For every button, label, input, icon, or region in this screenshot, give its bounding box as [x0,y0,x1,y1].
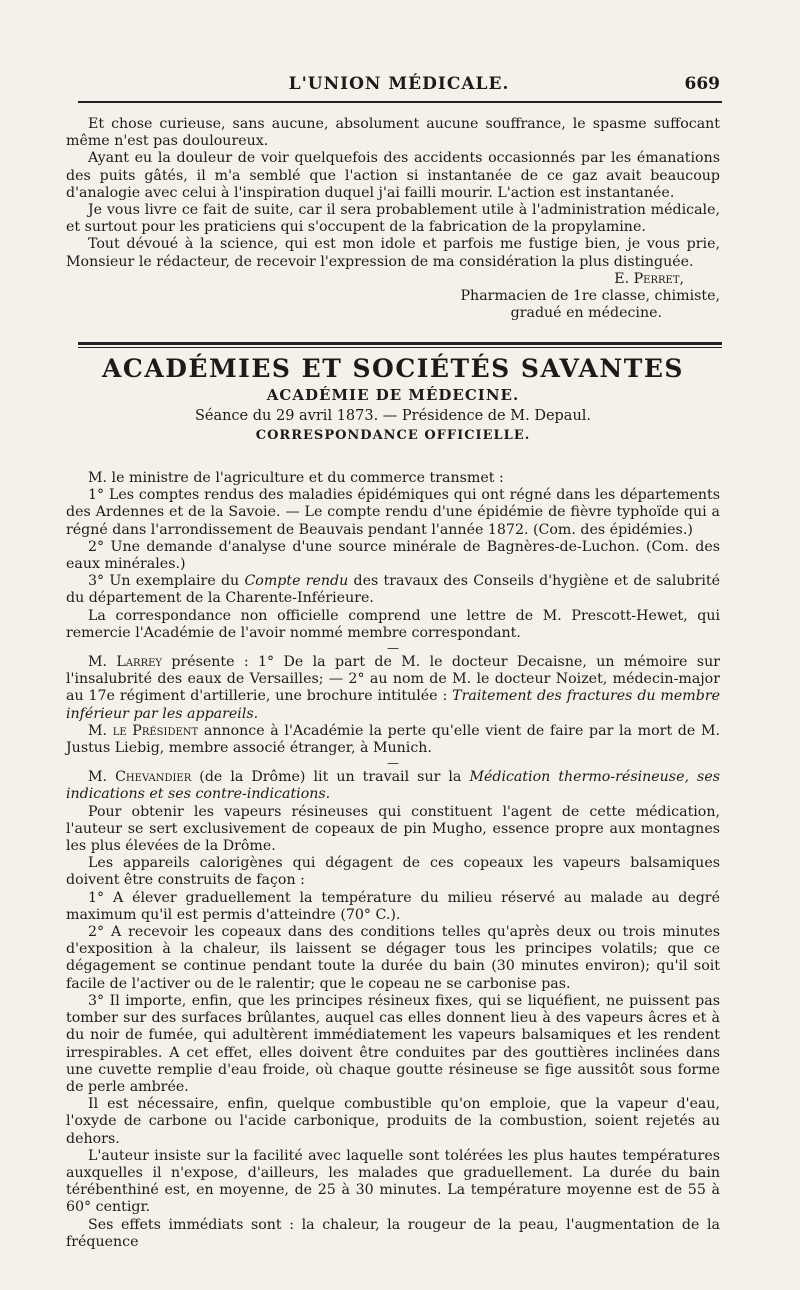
text-run: présente : 1° De la part de M. le docteur Decaisne, un mémoire sur l'insalubrité des eaux de Versailles; — 2° au nom de M. le docteur Noizet, médecin-major au 17e régiment d'artillerie, une brochure intitulée : [66,654,720,705]
text-run: Médication thermo-résineuse, ses indications et ses contre-indications. [66,769,720,803]
body-paragraph [66,654,720,723]
speaker-name: M. le Président [88,722,199,739]
signature-degree: gradué en médecine. [510,305,662,322]
section-subtitle: ACADÉMIE DE MÉDECINE. [266,386,520,404]
section-rule-bottom [78,347,722,348]
letter-paragraph: Je vous livre ce fait de suite, car il sera probablement utile à l'administration médicale, et surtout pour les praticiens qui s'occupent de la fabrication de la propylamine. [66,202,720,236]
letter-paragraph: Tout dévoué à la science, qui est mon idole et parfois me fustige bien, je vous prie, Monsieur le rédacteur, de recevoir l'expression de ma considération la plus distinguée. [66,236,720,270]
signature-title: Pharmacien de 1re classe, chimiste, [460,288,720,305]
journal-title: L'UNION MÉDICALE. [288,74,510,94]
text-run: des travaux des Conseils d'hygiène et de salubrité du département de la Charente-Inférieure. [66,573,721,607]
separator: — [387,641,399,656]
section-rule-top [78,342,722,345]
separator: — [387,756,399,771]
seance-line: Séance du 29 avril 1873. — Présidence de M. Depaul. [194,408,592,424]
speaker-name: M. Larrey [88,654,162,671]
body-paragraph [66,723,720,757]
body-paragraph [66,573,720,607]
body-paragraph: Les appareils calorigènes qui dégagent de ces copeaux les vapeurs balsamiques doivent être construits de façon : [66,855,720,889]
body-paragraph: M. le ministre de l'agriculture et du commerce transmet : [88,470,504,486]
text-run: annonce à l'Académie la perte qu'elle vient de faire par la mort de M. Justus Liebig, membre associé étranger, à Munich. [66,722,720,757]
body-paragraph: 1° A élever graduellement la température du milieu réservé au malade au degré maximum qu'il est permis d'atteindre (70° C.). [66,889,720,923]
text-run: 3° Un exemplaire du [88,573,245,590]
article-text [66,470,720,1251]
running-header [78,72,720,98]
text-run: Traitement des fractures du membre inférieur par les appareils. [66,688,720,722]
body-paragraph: La correspondance non officielle comprend une lettre de M. Prescott-Hewet, qui remercie l'Académie de l'avoir nommé membre correspondant. [66,607,720,641]
body-paragraph: 2° A recevoir les copeaux dans des conditions telles qu'après deux ou trois minutes d'exposition à la chaleur, ils laissent se dégager tous les principes volatils; que ce dégagement se continue pendant toute la durée du bain (30 minutes environ); qu'il soit facile de l'activer ou de le ralentir; que le copeau ne se carbonise pas. [66,924,720,992]
body-paragraph: Il est nécessaire, enfin, quelque combustible qu'on emploie, que la vapeur d'eau, l'oxyde de carbone ou l'acide carbonique, produits de la combustion, soient rejetés au dehors. [66,1096,720,1147]
speaker-name: M. Chevandier [88,769,192,786]
page-number: 669 [684,74,720,94]
letter-paragraph: Ayant eu la douleur de voir quelquefois des accidents occasionnés par les émanations des puits gâtés, il m'a semblé que l'action si instantanée de ce gaz avait beaucoup d'analogie avec celui à l'inspiration duquel j'ai failli mourir. L'action est instantanée. [66,150,720,201]
body-paragraph: 3° Il importe, enfin, que les principes résineux fixes, qui se liquéfient, ne puissent pas tomber sur des surfaces brûlantes, auquel cas elles donnent lieu à des vapeurs âcres et à du noir de fumée, qui adultèrent immédiatement les vapeurs balsamiques et les rendent irrespirables. A cet effet, elles doivent être conduites par des gouttières inclinées dans une cuvette remplie d'eau froide, où chaque goutte résineuse se fige aussitôt sous forme de perle ambrée. [66,992,720,1095]
body-paragraph: 1° Les comptes rendus des maladies épidémiques qui ont régné dans les départements des Ardennes et de la Savoie. — Le compte rendu d'une épidémie de fièvre typhoïde qui a régné dans l'arrondissement de Beauvais pendant l'année 1872. (Com. des épidémies.) [66,487,720,538]
body-paragraph [66,769,720,803]
section-header [66,354,720,446]
body-paragraph: 2° Une demande d'analyse d'une source minérale de Bagnères-de-Luchon. (Com. des eaux minérales.) [66,538,720,573]
letter-text [66,116,720,322]
signature-block [66,271,720,323]
header-rule [78,101,722,103]
correspondance-heading: CORRESPONDANCE OFFICIELLE. [255,428,531,443]
letter-paragraph: Et chose curieuse, sans aucune, absolument aucune souffrance, le spasme suffocant même n'est pas douloureux. [66,116,720,150]
signature-name: E. Perret, [614,270,684,287]
section-title: ACADÉMIES ET SOCIÉTÉS SAVANTES [102,354,684,383]
text-run: (de la Drôme) lit un travail sur la [191,769,470,786]
body-paragraph: Ses effets immédiats sont : la chaleur, la rougeur de la peau, l'augmentation de la fréquence [66,1216,720,1250]
body-paragraph: Pour obtenir les vapeurs résineuses qui constituent l'agent de cette médication, l'auteur se sert exclusivement de copeaux de pin Mugho, essence propre aux montagnes les plus élevées de la Drôme. [66,803,720,855]
body-paragraph: L'auteur insiste sur la facilité avec laquelle sont tolérées les plus hautes températures auxquelles il n'expose, d'ailleurs, les malades que graduellement. La durée du bain térébenthiné est, en moyenne, de 25 à 30 minutes. La température moyenne est de 55 à 60° centigr. [66,1147,720,1216]
text-run: Compte rendu [244,573,349,590]
